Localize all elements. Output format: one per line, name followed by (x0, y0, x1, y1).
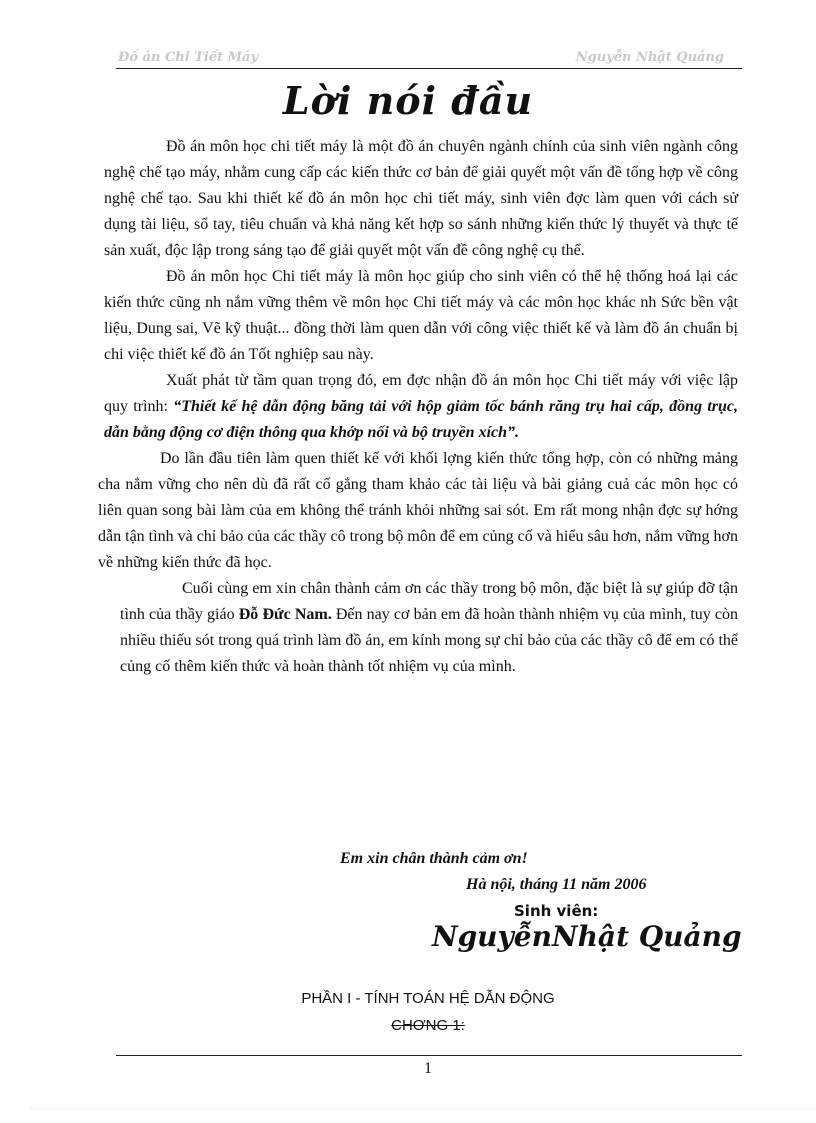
paragraph-4: Do lần đầu tiên làm quen thiết kế với khối lợng kiến thức tổng hợp, còn có những mảng cha nắm vững cho nên dù đã rất cố gắng tham khảo các tài liệu và bài giảng cuả các môn học có liên quan song bài làm của em không thể tránh khỏi những sai sót. Em rất mong nhận đợc sự hớng dẫn tận tình và chỉ bảo của các thầy cô trong bộ môn để em củng cố và hiểu sâu hơn, nắm vững hơn về những kiến thức đã học. (98, 450, 738, 571)
supervisor-name: Đỗ Đức Nam. (238, 606, 332, 623)
running-header (116, 50, 742, 69)
chapter-heading: CHƠNG 1: (391, 1017, 465, 1034)
project-topic: “Thiết kế hệ dẫn động băng tải với hộp giảm tốc bánh răng trụ hai cấp, đồng trục, dẫn bằng động cơ điện thông qua khớp nối và bộ truyền xích”. (104, 398, 739, 441)
student-signature: NguyễnNhật Quảng (432, 920, 742, 953)
page-edge-dotted-line (30, 1108, 816, 1109)
header-author: Nguyễn Nhật Quảng (575, 50, 724, 65)
paragraph-5-rest: Đến nay cơ bản em đã hoàn thành nhiệm vụ của mình, tuy còn nhiều thiếu sót trong quá trình làm đồ án, em kính mong sự chỉ bảo của các thầy cô để em có thể củng cố thêm kiến thức và hoàn thành tốt nhiệm vụ của mình. (120, 606, 739, 675)
place-date: Hà nội, tháng 11 năm 2006 (466, 876, 647, 893)
paragraph-1: Đồ án môn học chi tiết máy là một đồ án chuyên ngành chính của sinh viên ngành công nghệ chế tạo máy, nhằm cung cấp các kiến thức cơ bản để giải quyết một vấn đề tổng hợp về công nghệ chế tạo. Sau khi thiết kế đồ án môn học chi tiết máy, sinh viên đợc làm quen với cách sử dụng tài liệu, sổ tay, tiêu chuẩn và khả năng kết hợp so sánh những kiến thức lý thuyết và thực tế sản xuất, độc lập trong sáng tạo để giải quyết một vấn đề công nghệ cụ thể. (104, 138, 738, 259)
header-course: Đồ án Chi Tiết Máy (118, 50, 259, 65)
paragraph-2: Đồ án môn học Chi tiết máy là môn học giúp cho sinh viên có thể hệ thống hoá lại các kiến thức cũng nh nắm vững thêm về môn học Chi tiết máy và các môn học khác nh Sức bền vật liệu, Dung sai, Vẽ kỹ thuật... đồng thời làm quen dẫn với công việc thiết kế và làm đồ án chuẩn bị chi việc thiết kế đồ án Tốt nghiệp sau này. (104, 268, 738, 363)
document-body (98, 134, 739, 680)
part-heading: PHẦN I - TÍNH TOÁN HỆ DẪN ĐỘNG (301, 990, 555, 1007)
footer-divider (116, 1055, 742, 1056)
paragraph-5-intro: Cuối cùng em xin chân thành cảm ơn các thầy trong bộ môn, đặc biệt là sự giúp đỡ tận tình của thầy giáo (120, 580, 738, 623)
student-label: Sinh viên: (514, 902, 599, 920)
page-title: Lời nói đầu (282, 78, 534, 123)
paragraph-3-intro: Xuất phát từ tầm quan trọng đó, em đợc nhận đồ án môn học Chi tiết máy với việc lập quy trình: (104, 372, 738, 415)
page-number: 1 (424, 1060, 432, 1077)
paragraph-3 (104, 368, 738, 446)
thanks-line: Em xin chân thành cảm ơn! (340, 850, 528, 867)
paragraph-5 (104, 576, 738, 680)
